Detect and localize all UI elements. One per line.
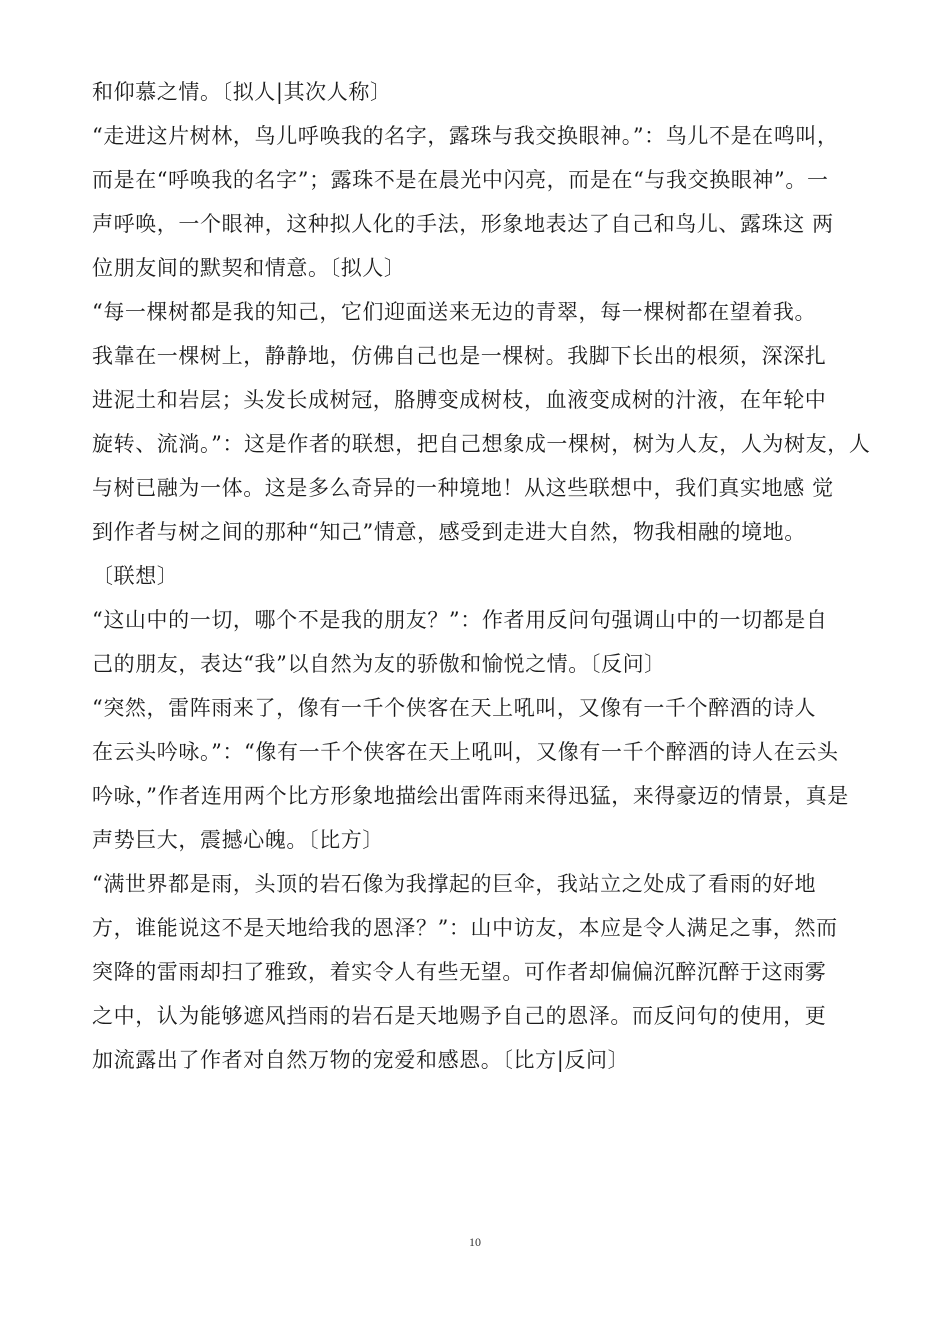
text-line: 旋转、流淌。”：这是作者的联想，把自己想象成一棵树，树为人友，人为树友，人 (92, 432, 871, 456)
text-line: 吟咏，”作者连用两个比方形象地描绘出雷阵雨来得迅猛，来得豪迈的情景，真是 (92, 784, 849, 808)
text-line: 而是在“呼唤我的名字”；露珠不是在晨光中闪亮，而是在“与我交换眼神”。一 (92, 168, 829, 192)
text-line: 声势巨大，震撼心魄。〔比方〕 (92, 828, 384, 852)
text-line: 加流露出了作者对自然万物的宠爱和感恩。〔比方|反问〕 (92, 1048, 630, 1072)
text-line: 之中，认为能够遮风挡雨的岩石是天地赐予自己的恩泽。而反问句的使用，更 (92, 1004, 827, 1028)
text-line: 我靠在一棵树上，静静地，仿佛自己也是一棵树。我脚下长出的根须，深深扎 (92, 344, 827, 368)
text-line: 与树已融为一体。这是多么奇异的一种境地！从这些联想中，我们真实地感 觉 (92, 476, 834, 500)
text-line: 到作者与树之间的那种“知己”情意，感受到走进大自然，物我相融的境地。 (92, 520, 806, 544)
text-line: 位朋友间的默契和情意。〔拟人〕 (92, 256, 406, 280)
text-line: 〔联想〕 (92, 564, 179, 588)
text-line: 和仰慕之情。〔拟人|其次人称〕 (92, 80, 392, 104)
page-number: 10 (469, 1235, 481, 1249)
text-line: “走进这片树林，鸟儿呼唤我的名字，露珠与我交换眼神。”：鸟儿不是在鸣叫， (92, 124, 839, 148)
body-text (92, 70, 882, 1082)
text-line: 己的朋友，表达“我”以自然为友的骄傲和愉悦之情。〔反问〕 (92, 652, 666, 676)
text-line: “这山中的一切，哪个不是我的朋友？”：作者用反问句强调山中的一切都是自 (92, 608, 828, 632)
text-line: 方，谁能说这不是天地给我的恩泽？”：山中访友，本应是令人满足之事，然而 (92, 916, 838, 940)
text-line: 声呼唤，一个眼神，这种拟人化的手法，形象地表达了自己和鸟儿、露珠这 两 (92, 212, 834, 236)
text-line: 突降的雷雨却扫了雅致，着实令人有些无望。可作者却偏偏沉醉沉醉于这雨雾 (92, 960, 827, 984)
text-line: “突然，雷阵雨来了，像有一千个侠客在天上吼叫，又像有一千个醉酒的诗人 (92, 696, 817, 720)
text-line: 进泥土和岩层；头发长成树冠，胳膊变成树枝，血液变成树的汁液，在年轮中 (92, 388, 827, 412)
text-line: “满世界都是雨，头顶的岩石像为我撑起的巨伞，我站立之处成了看雨的好地 (92, 872, 817, 896)
text-line: 在云头吟咏。”：“像有一千个侠客在天上吼叫，又像有一千个醉酒的诗人在云头 (92, 740, 839, 764)
text-line: “每一棵树都是我的知己，它们迎面送来无边的青翠，每一棵树都在望着我。 (92, 300, 817, 324)
